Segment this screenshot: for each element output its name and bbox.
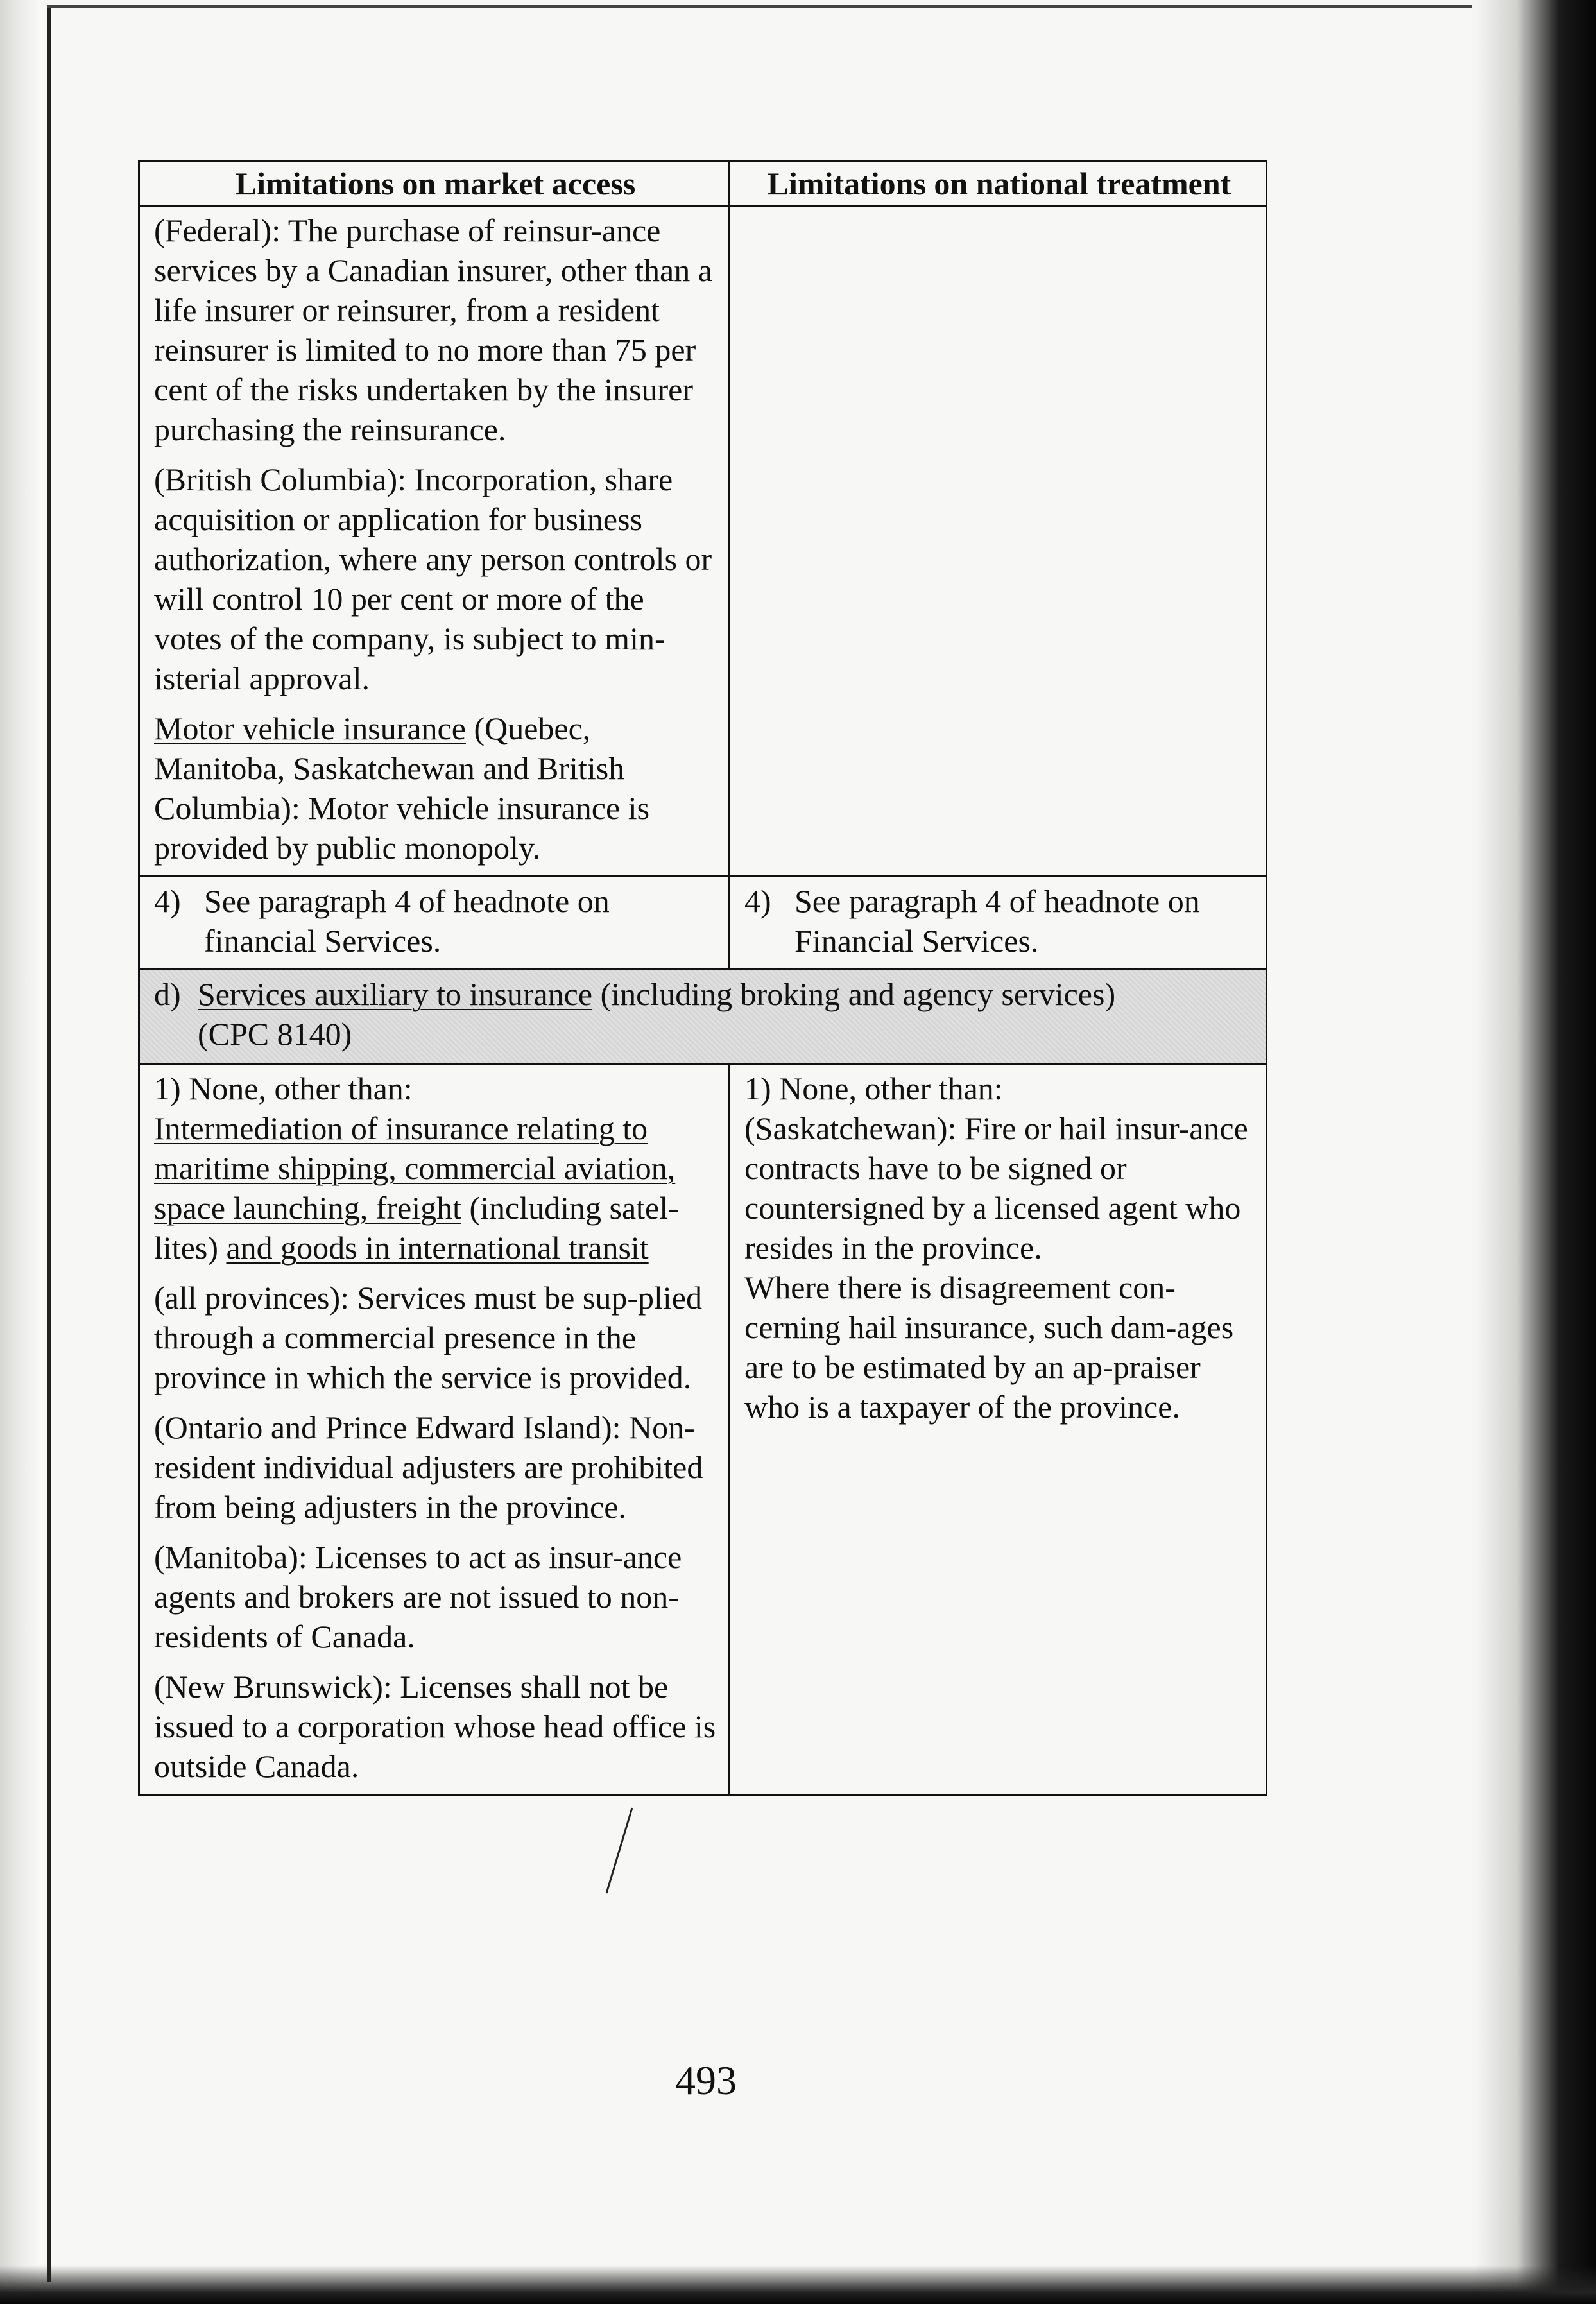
hail-insurance-paragraph: Where there is disagreement con-cerning hail insurance, such dam-ages are to be estimated by an ap-praiser who is a taxpayer of the province. xyxy=(744,1269,1234,1425)
mode-4-item xyxy=(154,881,717,961)
motor-vehicle-text: (Quebec, Manitoba, Saskatchewan and British Columbia): Motor vehicle insurance is provided by public monopoly. xyxy=(154,710,650,866)
international-transit-underlined: and goods in international transit xyxy=(226,1230,649,1266)
page-binding-shadow xyxy=(0,0,39,2304)
national-treatment-cell xyxy=(730,1065,1266,1794)
header-market-access: Limitations on market access xyxy=(140,162,730,205)
table-row xyxy=(140,207,1266,877)
intermediation-underlined: Intermediation of insurance relating to maritime shipping, commercial aviation, space launching, freight xyxy=(154,1110,676,1226)
scan-right-shadow xyxy=(1474,0,1596,2304)
pen-stroke-mark xyxy=(600,1807,639,1896)
ontario-pei-paragraph: (Ontario and Prince Edward Island): Non-resident individual adjusters are prohibited from being adjusters in the province. xyxy=(154,1409,703,1525)
table-row xyxy=(140,1065,1266,1794)
page-left-edge xyxy=(47,6,51,2282)
new-brunswick-paragraph: (New Brunswick): Licenses shall not be issued to a corporation whose head office is outside Canada. xyxy=(154,1669,716,1784)
item-number: 4) xyxy=(744,883,771,919)
motor-vehicle-paragraph xyxy=(154,709,717,868)
manitoba-paragraph: (Manitoba): Licenses to act as insur-ance agents and brokers are not issued to non-residents of Canada. xyxy=(154,1539,682,1655)
saskatchewan-paragraph: (Saskatchewan): Fire or hail insur-ance contracts have to be signed or countersigned by a licensed agent who resides in the province. xyxy=(744,1110,1248,1266)
british-columbia-paragraph: (British Columbia): Incorporation, share acquisition or application for business authorization, where any person controls or will control 10 per cent or more of the votes of the company, is subject to min-isterial approval. xyxy=(154,461,712,696)
header-national-treatment: Limitations on national treatment xyxy=(767,166,1231,202)
section-title xyxy=(198,974,1115,1014)
market-access-cell xyxy=(140,207,730,875)
section-code: (CPC 8140) xyxy=(198,1016,352,1052)
section-number: d) xyxy=(154,976,181,1012)
market-access-cell xyxy=(140,877,730,968)
federal-reinsurance-paragraph: (Federal): The purchase of reinsur-ance services by a Canadian insurer, other than a life insurer or reinsurer, from a resident reinsurer is limited to no more than 75 per cent of the risks undertaken by the insurer purchasing the reinsurance. xyxy=(154,212,712,447)
motor-vehicle-heading: Motor vehicle insurance xyxy=(154,710,466,746)
section-d-heading xyxy=(140,970,1266,1065)
page-top-edge xyxy=(47,5,1472,8)
intro-line: 1) None, other than: xyxy=(154,1070,413,1106)
intro-line: 1) None, other than: xyxy=(744,1070,1003,1106)
intermediation-paragraph xyxy=(154,1069,717,1268)
mode-4-item xyxy=(744,881,1254,961)
page-number: 493 xyxy=(675,2058,737,2103)
national-treatment-cell xyxy=(730,877,1266,968)
table-header-row xyxy=(140,162,1266,207)
all-provinces-paragraph: (all provinces): Services must be sup-plied through a commercial presence in the province in which the service is provided. xyxy=(154,1280,702,1395)
section-title-rest: (including broking and agency services) xyxy=(592,976,1116,1012)
table-row xyxy=(140,877,1266,970)
scan-bottom-shadow xyxy=(0,2265,1596,2304)
market-access-cell xyxy=(140,1065,730,1794)
intermediation-plain: (including satel-lites) xyxy=(154,1190,679,1266)
section-title-underlined: Services auxiliary to insurance xyxy=(198,976,593,1012)
item-number: 4) xyxy=(154,883,181,919)
item-text: See paragraph 4 of headnote on financial Services. xyxy=(204,883,610,959)
national-treatment-cell xyxy=(730,207,1266,875)
schedule-table xyxy=(138,160,1267,1796)
item-text: See paragraph 4 of headnote on Financial Services. xyxy=(794,883,1200,959)
